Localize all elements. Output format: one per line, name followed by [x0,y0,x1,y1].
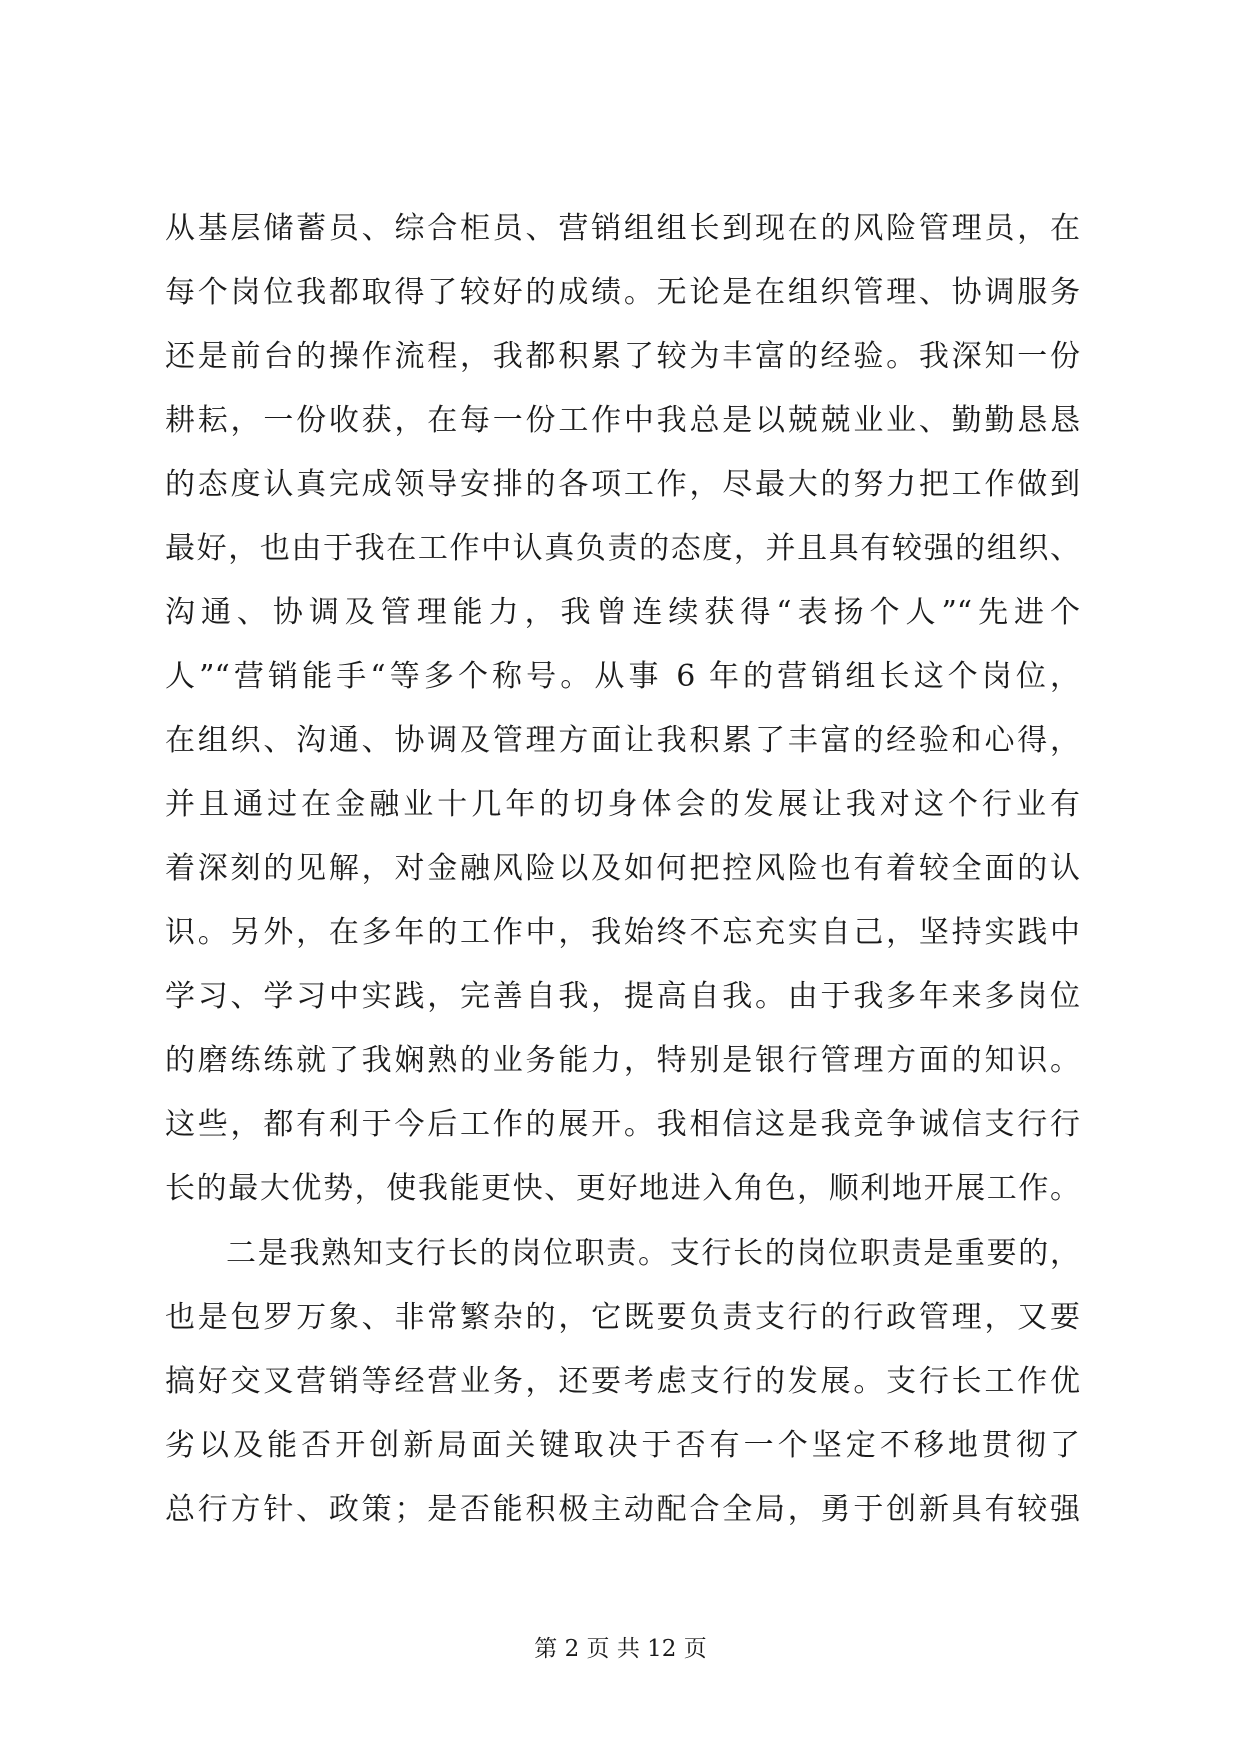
text-line-16: 长的最大优势，使我能更快、更好地进入角色，顺利地开展工作。 [165,1171,1080,1207]
text-line-19: 搞好交叉营销等经营业务，还要考虑支行的发展。支行长工作优 [165,1363,1080,1399]
text-line-8: 人”“营销能手“等多个称号。从事 6 年的营销组长这个岗位， [165,659,1080,695]
page-number-footer: 第 2 页 共 12 页 [534,1635,707,1662]
text-line-12: 识。另外，在多年的工作中，我始终不忘充实自己，坚持实践中 [165,915,1080,951]
text-line-21: 总行方针、政策；是否能积极主动配合全局，勇于创新具有较强 [165,1491,1080,1527]
text-line-15: 这些，都有利于今后工作的展开。我相信这是我竞争诚信支行行 [165,1107,1080,1143]
text-line-13: 学习、学习中实践，完善自我，提高自我。由于我多年来多岗位 [165,979,1080,1015]
text-line-7: 沟通、协调及管理能力，我曾连续获得“表扬个人”“先进个 [165,595,1080,631]
text-line-1: 从基层储蓄员、综合柜员、营销组组长到现在的风险管理员，在 [165,211,1080,246]
text-line-14: 的磨练练就了我娴熟的业务能力，特别是银行管理方面的知识。 [165,1043,1080,1079]
text-line-18: 也是包罗万象、非常繁杂的，它既要负责支行的行政管理，又要 [165,1299,1080,1335]
text-line-20: 劣以及能否开创新局面关键取决于否有一个坚定不移地贯彻了 [165,1427,1080,1463]
text-line-17: 二是我熟知支行长的岗位职责。支行长的岗位职责是重要的， [226,1235,1080,1271]
text-line-2: 每个岗位我都取得了较好的成绩。无论是在组织管理、协调服务 [165,275,1080,311]
text-line-11: 着深刻的见解，对金融风险以及如何把控风险也有着较全面的认 [165,851,1080,887]
text-line-3: 还是前台的操作流程，我都积累了较为丰富的经验。我深知一份 [165,339,1080,375]
text-line-6: 最好，也由于我在工作中认真负责的态度，并且具有较强的组织、 [165,531,1080,567]
text-line-9: 在组织、沟通、协调及管理方面让我积累了丰富的经验和心得， [165,723,1080,759]
text-line-4: 耕耘，一份收获，在每一份工作中我总是以兢兢业业、勤勤恳恳 [165,403,1080,439]
text-line-10: 并且通过在金融业十几年的切身体会的发展让我对这个行业有 [165,787,1080,823]
text-line-5: 的态度认真完成领导安排的各项工作，尽最大的努力把工作做到 [165,467,1080,503]
